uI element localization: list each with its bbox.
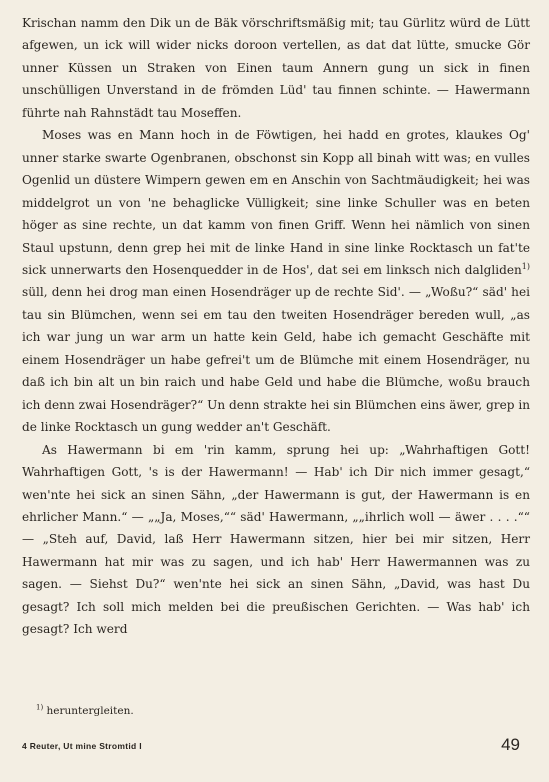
page-footer — [22, 735, 520, 759]
footnote — [36, 704, 134, 718]
printer-signature: 4 Reuter, Ut mine Stromtid I — [22, 741, 142, 751]
body-text — [22, 12, 530, 641]
paragraph: As Hawermann bi em 'rin kamm, sprung hei up: „Wahrhaftigen Gott! Wahrhaftigen Gott, 's is der Hawermann! — Hab' ich Dir nich immer gesagt,“ wen'nte hei sick an sinen Sähn, „der Hawermann is gut, der Hawermann is en ehrlicher Mann.“ — „„Ja, Moses,““ säd' Hawermann, „„ihrlich woll — äwer . . . .““ — „Steh auf, David, laß Herr Hawermann sitzen, hier bei mir sitzen, Herr Hawermann hat mir was zu sagen, und ich hab' Herr Hawermannen was zu sagen. — Siehst Du?“ wen'nte hei sick an sinen Sähn, „David, was hast Du gesagt? Ich soll mich melden bei die preußischen Gerichten. — Was hab' ich gesagt? Ich werd — [22, 442, 530, 637]
footnote-text: heruntergleiten. — [46, 705, 134, 717]
footnote-mark: 1) — [36, 703, 44, 712]
page-number: 49 — [501, 735, 520, 754]
paragraph — [22, 124, 530, 438]
paragraph: Krischan namm den Dik un de Bäk vörschriftsmäßig mit; tau Gürlitz würd de Lütt afgewen, un ick will wider nicks doroon vertellen, as dat dat lütte, smucke Gör unner Küssen un Straken von Einen taum Annern gung un sick in finen unschülligen Unverstand in de frömden Lüd' tau finnen schinte. — Hawermann führte nah Rahnstädt tau Moseffen. — [22, 16, 530, 120]
paragraph-text: süll, denn hei drog man einen Hosendräger up de rechte Sid'. — „Woßu?“ säd' hei tau sin Blümchen, wenn sei em tau den tweiten Hosendräger bereden wull, „as ich war jung un war arm un hatte kein Geld, habe ich gemacht Geschäfte mit einem Hosendräger un habe gefrei't um de Blümche mit einem Hosendräger, nu daß ich bin alt un bin raich und habe Geld und habe die Blümche, woßu brauch ich denn zwai Hosendräger?“ Un denn strakte hei sin Blümchen eins äwer, grep in de linke Rocktasch un gung wedder an't Geschäft. — [22, 285, 530, 435]
footnote-reference: 1) — [521, 261, 530, 271]
paragraph-text: Moses was en Mann hoch in de Föwtigen, hei hadd en grotes, klaukes Og' unner starke swarte Ogenbranen, obschonst sin Kopp all binah witt was; en vulles Ogenlid un düstere Wimpern gewen em en Anschin von Sachtmäudigkeit; hei was middelgrot un von 'ne behaglicke Vülligkeit; sine linke Schuller was en beten höger as sine rechte, un dat kamm von finen Griff. Wenn hei nämlich von sinen Staul upstunn, denn grep hei mit de linke Hand in sine linke Rocktasch un fat'te sick unnerwarts den Hosenquedder in de Hos', dat sei em linksch nich dalgliden — [22, 128, 530, 277]
